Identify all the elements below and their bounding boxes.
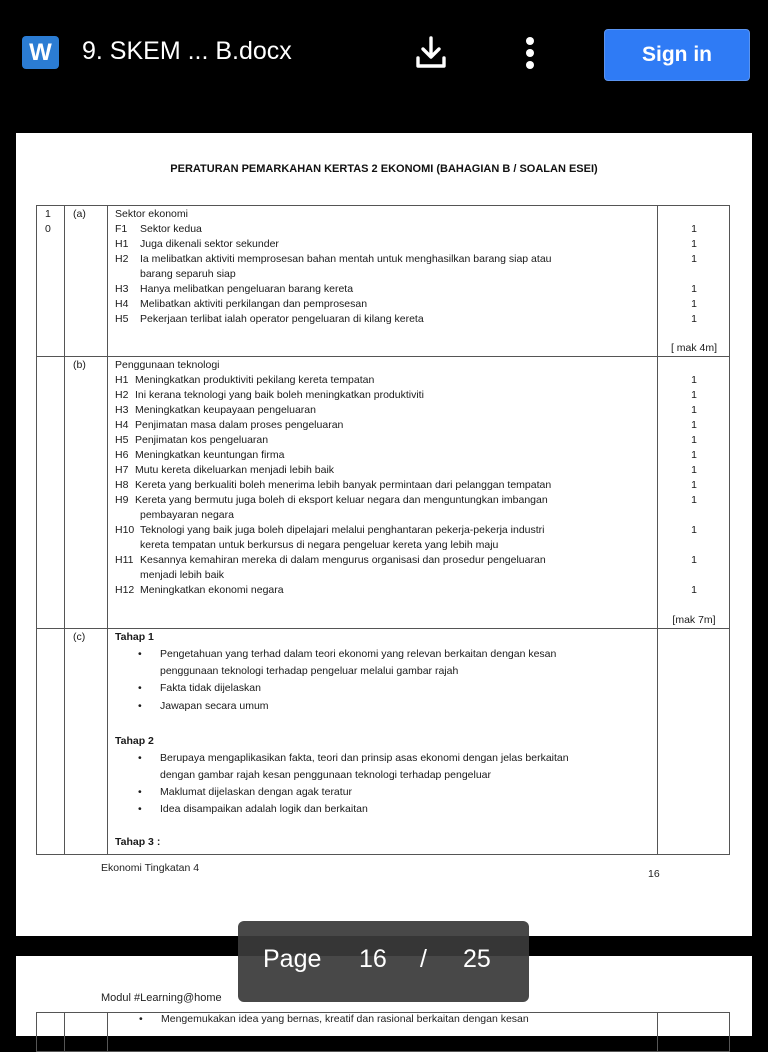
table-row-divider	[37, 628, 729, 629]
point-mark: 1	[691, 238, 697, 250]
point-text: pembayaran negara	[140, 509, 234, 521]
point-text: Kereta yang bermutu juga boleh di eksport keluar negara dan menguntungkan imbangan	[135, 494, 548, 506]
point-text: Ia melibatkan aktiviti memprosesan bahan mentah untuk menghasilkan barang siap atau	[140, 253, 552, 265]
point-code: H2	[115, 253, 129, 265]
point-text: Meningkatkan keupayaan pengeluaran	[135, 404, 316, 416]
point-code: H6	[115, 449, 129, 461]
page-footer-subject: Ekonomi Tingkatan 4	[101, 862, 200, 874]
page-indicator-separator: /	[420, 945, 427, 973]
point-mark: 1	[691, 464, 697, 476]
point-code: H4	[115, 419, 129, 431]
document-page	[16, 133, 752, 936]
tahap-heading: Tahap 1	[115, 631, 154, 643]
tahap-heading: Tahap 2	[115, 735, 154, 747]
point-text: Teknologi yang baik juga boleh dipelajari melalui penghantaran pekerja-pekerja industri	[140, 524, 545, 536]
point-mark: 1	[691, 253, 697, 265]
list-item: • Pengetahuan yang terhad dalam teori ekonomi yang relevan berkaitan dengan kesan	[160, 648, 556, 660]
point-code: H7	[115, 464, 129, 476]
question-number: 1	[45, 208, 51, 220]
list-item: • Fakta tidak dijelaskan	[160, 682, 261, 694]
sign-in-button[interactable]: Sign in	[604, 29, 750, 81]
table-column-divider	[657, 1013, 658, 1051]
part-label: (c)	[73, 631, 86, 643]
point-mark: 1	[691, 479, 697, 491]
point-mark: 1	[691, 584, 697, 596]
page-indicator-current: 16	[359, 945, 387, 973]
point-mark: 1	[691, 223, 697, 235]
point-code: H10	[115, 524, 135, 536]
point-mark: 1	[691, 283, 697, 295]
next-page-header: Modul #Learning@home	[101, 992, 222, 1004]
table-column-divider	[107, 206, 108, 854]
point-code: H1	[115, 374, 129, 386]
page-footer-number: 16	[648, 868, 660, 880]
list-item: • Mengemukakan idea yang bernas, kreatif dan rasional berkaitan dengan kesan	[161, 1013, 529, 1025]
part-label: (a)	[73, 208, 86, 220]
point-mark: 1	[691, 419, 697, 431]
table-column-divider	[64, 206, 65, 854]
point-code: H8	[115, 479, 129, 491]
point-text: Meningkatkan keuntungan firma	[135, 449, 285, 461]
point-text: menjadi lebih baik	[140, 569, 225, 581]
point-mark: 1	[691, 313, 697, 325]
point-text: Pekerjaan terlibat ialah operator pengeluaran di kilang kereta	[140, 313, 424, 325]
point-text: Ini kerana teknologi yang baik boleh meningkatkan produktiviti	[135, 389, 424, 401]
point-mark: 1	[691, 389, 697, 401]
point-code: H3	[115, 283, 129, 295]
page-indicator-total: 25	[463, 945, 491, 973]
part-title: Penggunaan teknologi	[115, 359, 220, 371]
point-code: H2	[115, 389, 129, 401]
point-code: H3	[115, 404, 129, 416]
point-mark: 1	[691, 554, 697, 566]
document-title[interactable]: 9. SKEM ... B.docx	[82, 37, 292, 65]
point-text: Juga dikenali sektor sekunder	[140, 238, 279, 250]
point-text: Sektor kedua	[140, 223, 202, 235]
page-indicator	[238, 921, 529, 1002]
table-row-divider	[37, 356, 729, 357]
table-column-divider	[107, 1013, 108, 1051]
page-indicator-label: Page	[263, 945, 322, 973]
point-mark: 1	[691, 374, 697, 386]
point-mark: 1	[691, 524, 697, 536]
part-title: Sektor ekonomi	[115, 208, 188, 220]
point-text: Penjimatan masa dalam proses pengeluaran	[135, 419, 344, 431]
point-mark: 1	[691, 404, 697, 416]
question-number: 0	[45, 223, 51, 235]
list-item-continuation: penggunaan teknologi terhadap pengeluar melalui gambar rajah	[160, 665, 459, 677]
point-text: Kesannya kemahiran mereka di dalam mengurus organisasi dan prosedur pengeluaran	[140, 554, 546, 566]
list-item-continuation: dengan gambar rajah kesan penggunaan teknologi terhadap pengeluar	[160, 769, 492, 781]
point-code: H5	[115, 434, 129, 446]
point-text: Hanya melibatkan pengeluaran barang kereta	[140, 283, 354, 295]
point-code: H5	[115, 313, 129, 325]
top-app-bar	[0, 0, 768, 133]
point-text: Kereta yang berkualiti boleh menerima lebih banyak permintaan dari pelanggan tempatan	[135, 479, 552, 491]
marking-scheme-table	[36, 205, 730, 855]
word-app-icon: W	[22, 36, 59, 69]
point-text: kereta tempatan untuk berkursus di negara pengeluar kereta yang lebih maju	[140, 539, 499, 551]
point-mark: 1	[691, 449, 697, 461]
point-mark: 1	[691, 298, 697, 310]
list-item: • Idea disampaikan adalah logik dan berkaitan	[160, 803, 368, 815]
point-text: Melibatkan aktiviti perkilangan dan pemprosesan	[140, 298, 368, 310]
list-item: • Jawapan secara umum	[160, 700, 269, 712]
point-text: barang separuh siap	[140, 268, 236, 280]
point-code: H12	[115, 584, 135, 596]
point-text: Mutu kereta dikeluarkan menjadi lebih baik	[135, 464, 335, 476]
max-marks: [ mak 4m]	[670, 342, 718, 354]
point-code: F1	[115, 223, 128, 235]
point-mark: 1	[691, 494, 697, 506]
download-icon[interactable]	[412, 34, 450, 72]
max-marks: [mak 7m]	[672, 614, 716, 626]
more-vert-icon[interactable]	[518, 34, 542, 72]
list-item: • Berupaya mengaplikasikan fakta, teori dan prinsip asas ekonomi dengan jelas berkaitan	[160, 752, 569, 764]
point-mark: 1	[691, 434, 697, 446]
page-heading: PERATURAN PEMARKAHAN KERTAS 2 EKONOMI (BAHAGIAN B / SOALAN ESEI)	[170, 163, 598, 175]
point-text: Meningkatkan produktiviti pekilang kereta tempatan	[135, 374, 375, 386]
point-code: H1	[115, 238, 129, 250]
tahap-heading: Tahap 3 :	[115, 836, 161, 848]
point-text: Penjimatan kos pengeluaran	[135, 434, 269, 446]
list-item: • Maklumat dijelaskan dengan agak teratur	[160, 786, 352, 798]
point-code: H11	[115, 554, 134, 566]
point-code: H4	[115, 298, 129, 310]
point-code: H9	[115, 494, 129, 506]
table-column-divider	[64, 1013, 65, 1051]
part-label: (b)	[73, 359, 86, 371]
point-text: Meningkatkan ekonomi negara	[140, 584, 284, 596]
